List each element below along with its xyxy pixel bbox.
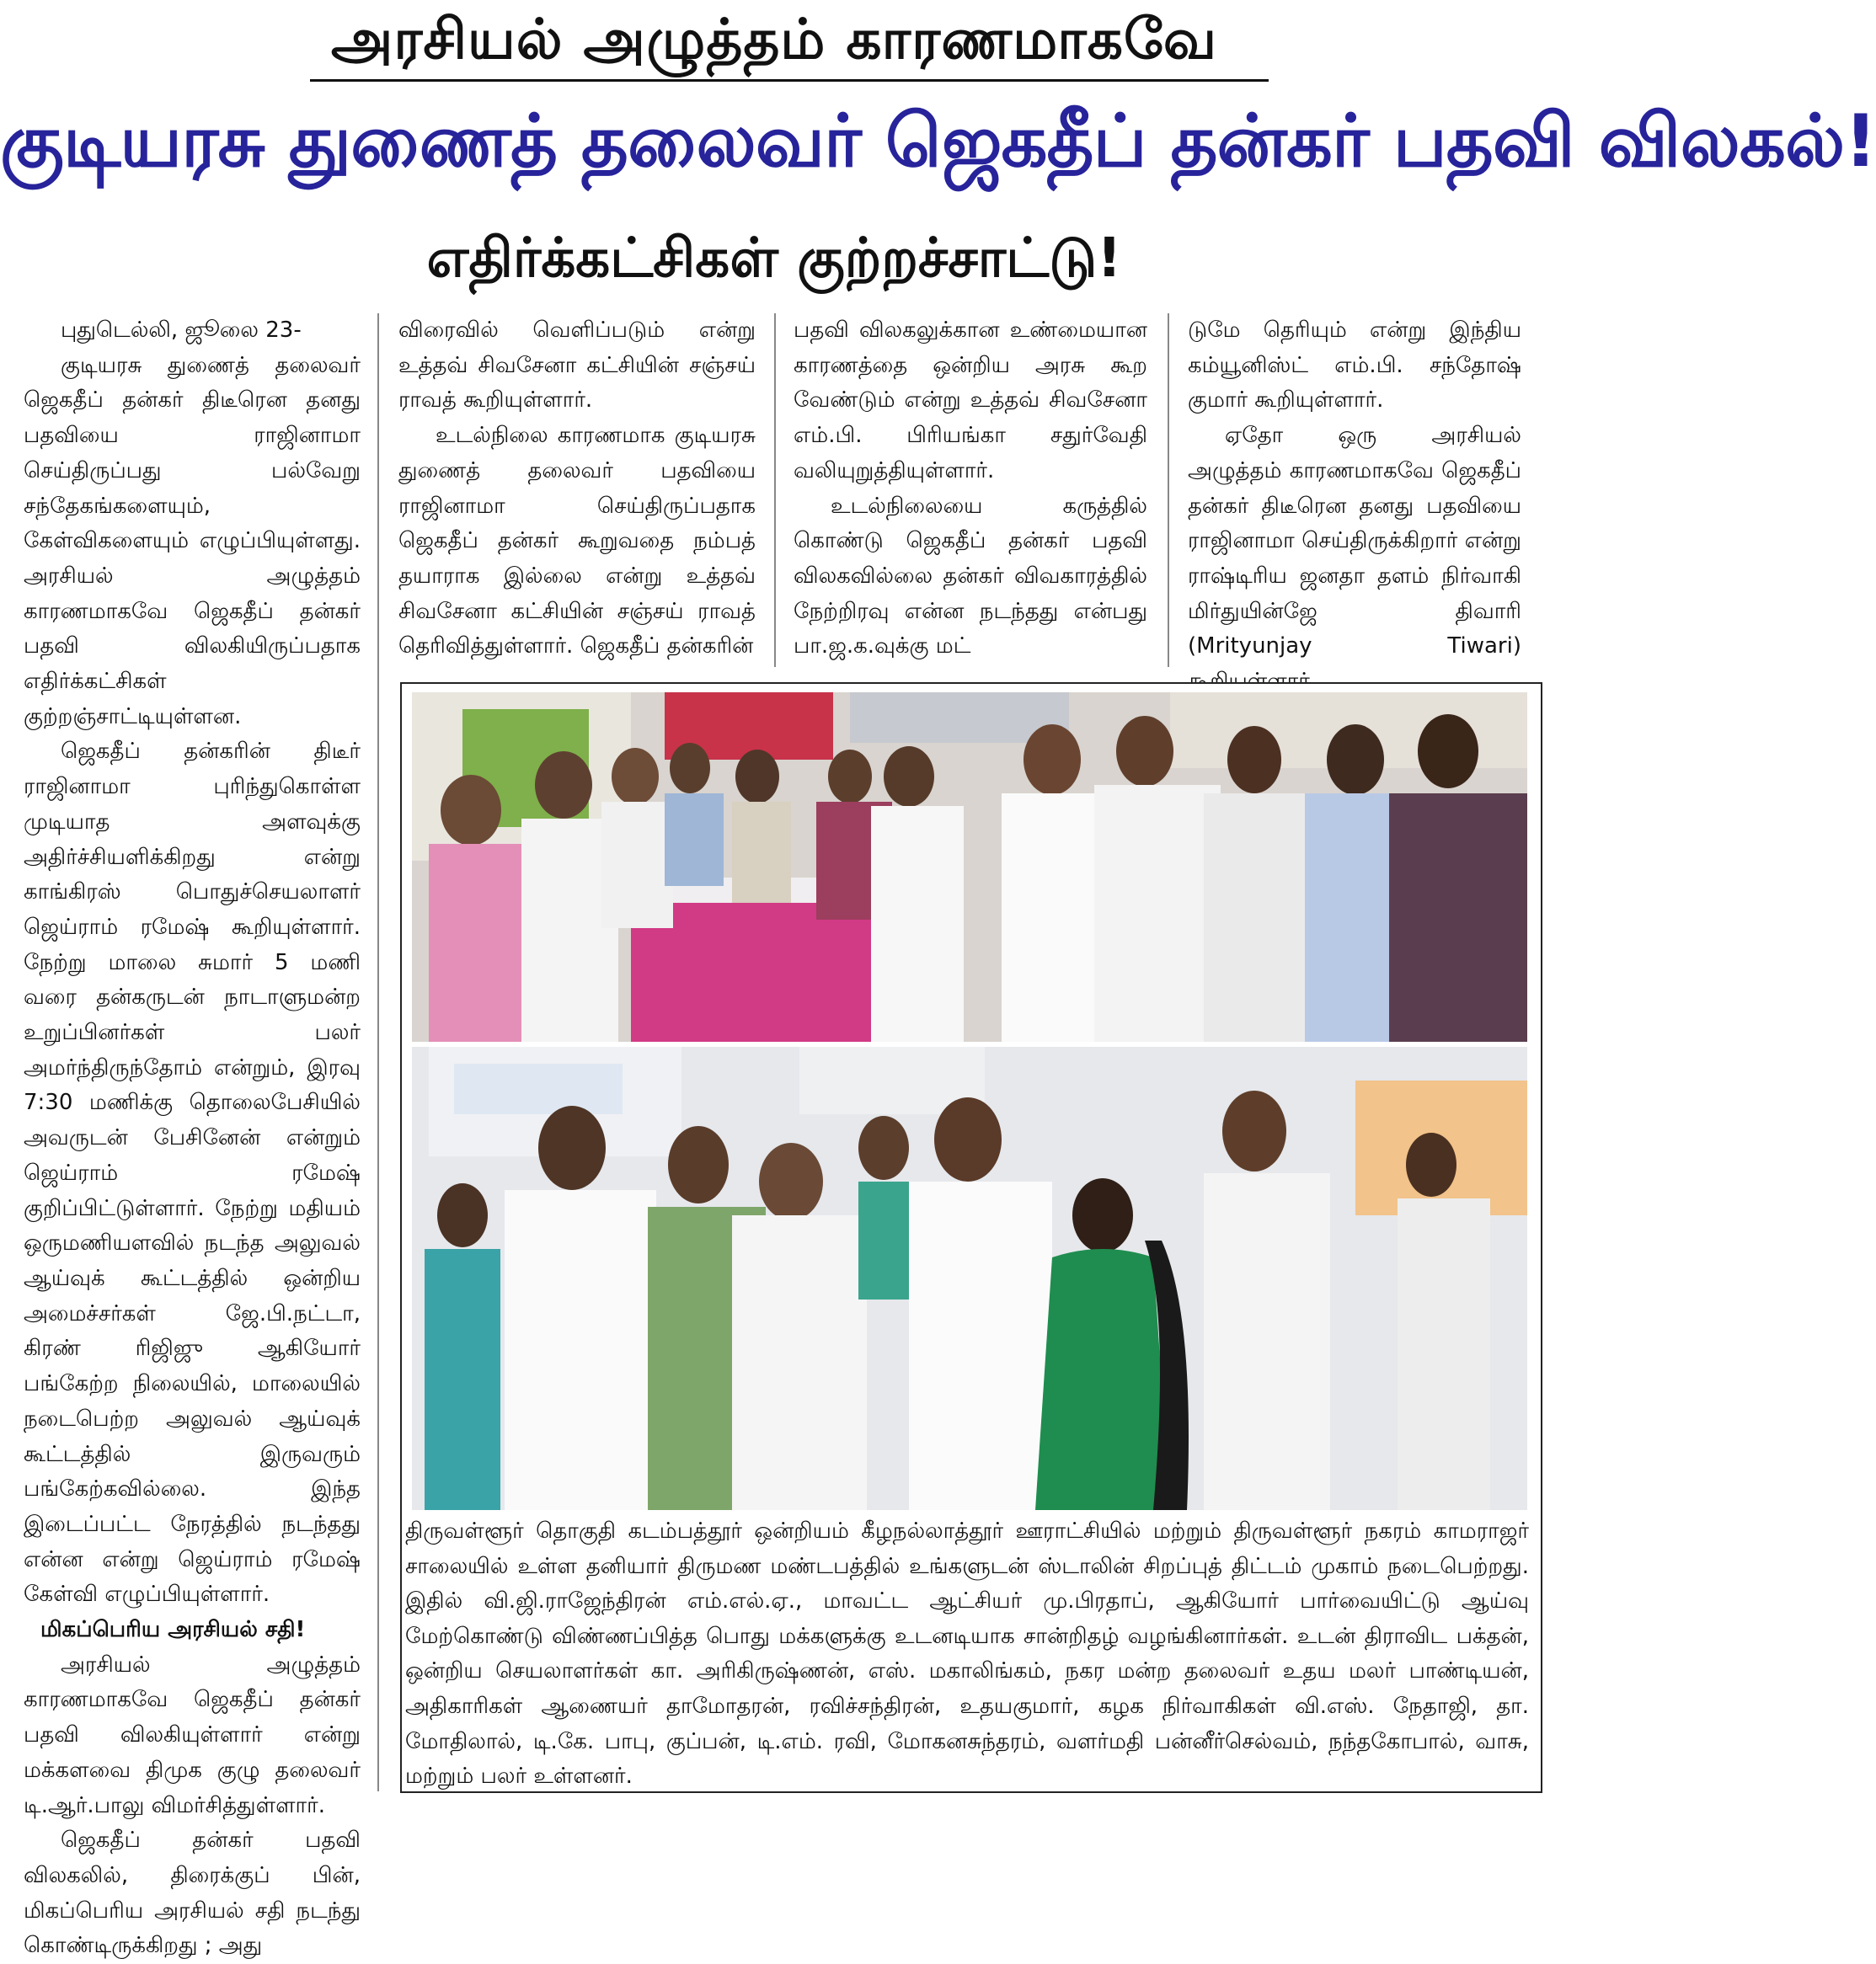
article-column-1 bbox=[24, 313, 361, 1964]
kicker-underline bbox=[310, 79, 1269, 82]
dateline: புதுடெல்லி, ஜூலை 23- bbox=[61, 318, 302, 343]
article-paragraph: ஜெகதீப் தன்கரின் திடீர் ராஜினாமா புரிந்துகொள்ள முடியாத அளவுக்கு அதிர்ச்சியளிக்கிறது என்று காங்கிரஸ் பொதுச்செயலாளர் ஜெய்ராம் ரமேஷ் கூறியுள்ளார். நேற்று மாலை சுமார் 5 மணி வரை தன்கருடன் நாடாளுமன்ற உறுப்பினர்கள் பலர் அமர்ந்திருந்தோம் என்றும், இரவு 7:30 மணிக்கு தொலைபேசியில் அவருடன் பேசினேன் என்றும் ஜெய்ராம் ரமேஷ் குறிப்பிட்டுள்ளார். நேற்று மதியம் ஒருமணியளவில் நடந்த அலுவல் ஆய்வுக் கூட்டத்தில் ஒன்றிய அமைச்சர்கள் ஜே.பி.நட்டா, கிரண் ரிஜிஜு ஆகியோர் பங்கேற்ற நிலையில், மாலையில் நடைபெற்ற அலுவல் ஆய்வுக் கூட்டத்தில் இருவரும் பங்கேற்கவில்லை. இந்த இடைப்பட்ட நேரத்தில் நடந்தது என்ன என்று ஜெய்ராம் ரமேஷ் கேள்வி எழுப்பியுள்ளார். bbox=[24, 739, 361, 1608]
article-column-3 bbox=[794, 313, 1147, 664]
article-paragraph: விரைவில் வெளிப்படும் என்று உத்தவ் சிவசேனா கட்சியின் சஞ்சய் ராவத் கூறியுள்ளார். bbox=[398, 318, 756, 414]
article-paragraph: பதவி விலகலுக்கான உண்மையான காரணத்தை ஒன்றிய அரசு கூற வேண்டும் என்று உத்தவ் சிவசேனா எம்.பி. பிரியங்கா சதுர்வேதி வலியுறுத்தியுள்ளார். bbox=[794, 318, 1147, 483]
column-divider bbox=[774, 313, 776, 667]
article-paragraph: அரசியல் அழுத்தம் காரணமாகவே ஜெகதீப் தன்கர் பதவி விலகியுள்ளார் என்று மக்களவை திமுக குழு தலைவர் டி.ஆர்.பாலு விமர்சித்துள்ளார். bbox=[24, 1652, 361, 1818]
column-divider bbox=[1168, 313, 1169, 667]
event-photo-top bbox=[412, 692, 1527, 1042]
article-column-2 bbox=[398, 313, 756, 664]
main-headline: குடியரசு துணைத் தலைவர் ஜெகதீப் தன்கர் பதவி விலகல்! bbox=[0, 99, 1876, 184]
article-paragraph: ஜெகதீப் தன்கர் பதவி விலகலில், திரைக்குப் பின், மிகப்பெரிய அரசியல் சதி நடந்து கொண்டிருக்கிறது ; அது bbox=[24, 1828, 361, 1959]
kicker-headline: அரசியல் அழுத்தம் காரணமாகவே bbox=[330, 7, 1218, 72]
event-photo-bottom bbox=[412, 1047, 1527, 1510]
article-paragraph: உடல்நிலையை கருத்தில் கொண்டு ஜெகதீப் தன்கர் பதவி விலகவில்லை தன்கர் விவகாரத்தில் நேற்றிரவு என்ன நடந்தது என்பது பா.ஜ.க.வுக்கு மட் bbox=[794, 493, 1147, 659]
article-paragraph: ஏதோ ஒரு அரசியல் அழுத்தம் காரணமாகவே ஜெகதீப் தன்கர் திடீரென தனது பதவியை ராஜினாமா செய்திருக்கிறார் என்று ராஷ்டிரிய ஜனதா தளம் நிர்வாகி மிர்துயின்ஜே திவாரி (Mrityunjay Tiwari) bbox=[1188, 423, 1521, 659]
column-divider bbox=[377, 313, 379, 1791]
article-paragraph: உடல்நிலை காரணமாக குடியரசு துணைத் தலைவர் பதவியை ராஜினாமா செய்திருப்பதாக ஜெகதீப் தன்கர் கூறுவதை நம்பத் தயாராக இல்லை என்று உத்தவ் சிவசேனா கட்சியின் சஞ்சய் ராவத் தெரிவித்துள்ளார். ஜெகதீப் தன்கரின் bbox=[398, 423, 756, 659]
article-subtitle: மிகப்பெரிய அரசியல் சதி! bbox=[40, 1617, 306, 1643]
article-paragraph: டுமே தெரியும் என்று இந்திய கம்யூனிஸ்ட் எம்.பி. சந்தோஷ் குமார் கூறியுள்ளார். bbox=[1188, 318, 1521, 414]
article-column-4 bbox=[1188, 313, 1521, 700]
photo-caption: திருவள்ளூர் தொகுதி கடம்பத்தூர் ஒன்றியம் கீழநல்லாத்தூர் ஊராட்சியில் மற்றும் திருவள்ளூர் நகரம் காமராஜர் சாலையில் உள்ள தனியார் திருமண மண்டபத்தில் உங்களுடன் ஸ்டாலின் சிறப்புத் திட்டம் முகாம் நடைபெற்றது. இதில் வி.ஜி.ராஜேந்திரன் எம்.எல்.ஏ., மாவட்ட ஆட்சியர் மு.பிரதாப், ஆகியோர் பார்வையிட்டு ஆய்வு மேற்கொண்டு விண்ணப்பித்த பொது மக்களுக்கு உடனடியாக சான்றிதழ் வழங்கினார்கள். உடன் திராவிட பக்தன், ஒன்றிய செயலாளர்கள் கா. அரிகிருஷ்ணன், எஸ். மகாலிங்கம், நகர மன்ற தலைவர் உதய மலர் பாண்டியன், அதிகாரிகள் ஆணையர் தாமோதரன், ரவிச்சந்திரன், உதயகுமார், கழக நிர்வாகிகள் வி.எஸ். நேதாஜி, தா. மோதிலால், டி.கே. பாபு, குப்பன், டி.எம். ரவி, மோகனசுந்தரம், வளர்மதி பன்னீர்செல்வம், நந்தகோபால், வாசு, மற்றும் பலர் உள்ளனர். bbox=[405, 1518, 1530, 1790]
sub-headline: எதிர்க்கட்சிகள் குற்றச்சாட்டு! bbox=[426, 227, 1122, 290]
article-paragraph: குடியரசு துணைத் தலைவர் ஜெகதீப் தன்கர் திடீரென தனது பதவியை ராஜினாமா செய்திருப்பது பல்வேறு சந்தேகங்களையும், கேள்விகளையும் எழுப்பியுள்ளது. அரசியல் அழுத்தம் காரணமாகவே ஜெகதீப் தன்கர் பதவி விலகியிருப்பதாக எதிர்க்கட்சிகள் குற்றஞ்சாட்டியுள்ளன. bbox=[24, 352, 361, 729]
